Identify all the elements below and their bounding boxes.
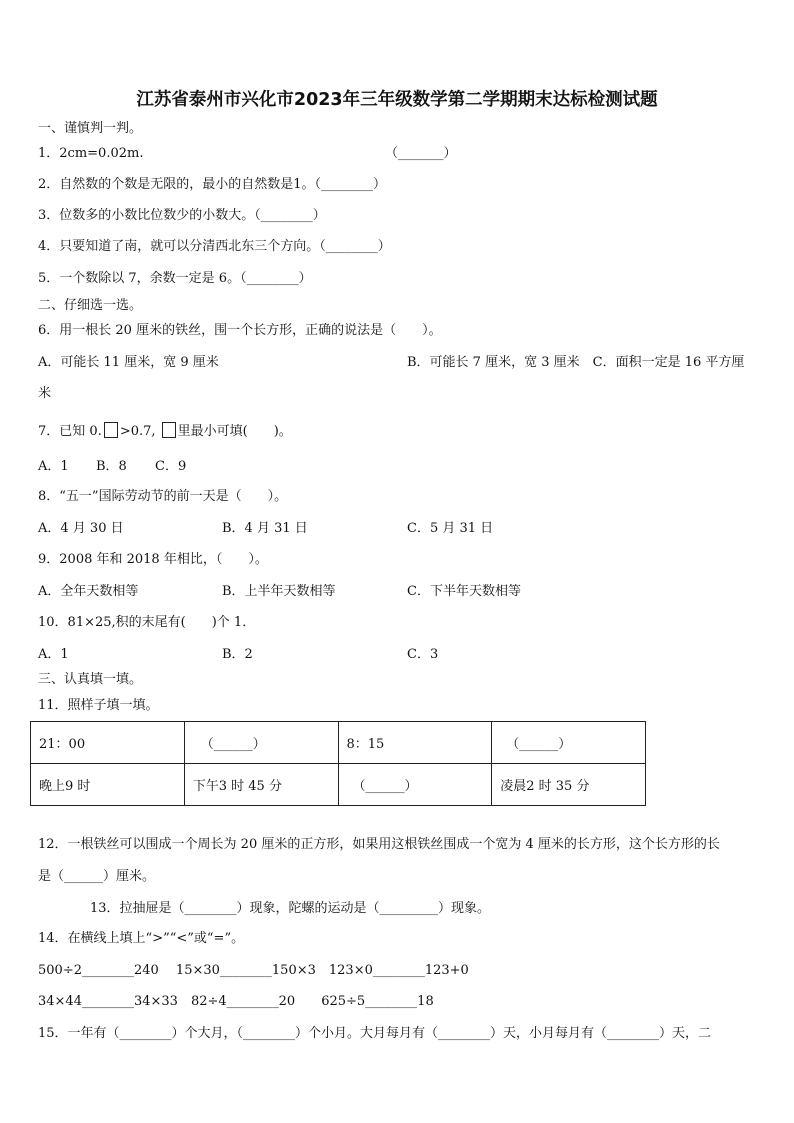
question-10: 10．81×25,积的末尾有( )个 1． xyxy=(38,615,256,630)
table-cell: （______） xyxy=(184,722,338,764)
question-5: 5．一个数除以 7，余数一定是 6。（________） xyxy=(38,271,312,286)
question-6: 6．用一根长 20 厘米的铁丝，围一个长方形，正确的说法是（ ）。 xyxy=(38,323,442,338)
question-2: 2．自然数的个数是无限的，最小的自然数是1。（________） xyxy=(38,177,387,192)
question-12-line-2: 是（______）厘米。 xyxy=(38,869,156,884)
question-8-option-c: C．5 月 31 日 xyxy=(407,521,494,536)
section-heading-3: 三、认真填一填。 xyxy=(38,672,143,687)
question-6-option-bc: B．可能长 7 厘米，宽 3 厘米 C．面积一定是 16 平方厘 xyxy=(407,355,745,370)
question-7 xyxy=(38,422,292,441)
question-1-blank: （_______） xyxy=(385,146,457,161)
page-title: 江苏省泰州市兴化市2023年三年级数学第二学期期末达标检测试题 xyxy=(136,90,658,110)
question-4: 4．只要知道了南，就可以分清西北东三个方向。（________） xyxy=(38,239,391,254)
question-10-option-c: C．3 xyxy=(407,647,439,662)
question-7-option-a: A．1 xyxy=(38,459,69,474)
section-heading-1: 一、谨慎判一判。 xyxy=(38,121,143,136)
table-cell: 8：15 xyxy=(338,722,492,764)
question-9-option-c: C．下半年天数相等 xyxy=(407,584,521,599)
question-10-option-b: B．2 xyxy=(222,647,253,662)
question-7-prefix: 7．已知 0. xyxy=(38,424,102,439)
question-7-suffix: 里最小可填( )。 xyxy=(177,424,292,439)
question-9: 9．2008 年和 2018 年相比，（ ）。 xyxy=(38,552,268,567)
section-heading-2: 二、仔细选一选。 xyxy=(38,298,143,313)
question-1: 1．2cm=0.02m. xyxy=(38,146,144,161)
question-6-continuation: 米 xyxy=(38,386,52,401)
question-3: 3．位数多的小数比位数少的小数大。（________） xyxy=(38,208,326,223)
blank-box xyxy=(162,422,176,438)
table-cell: 下午3 时 45 分 xyxy=(184,764,338,806)
table-cell: 凌晨2 时 35 分 xyxy=(492,764,646,806)
blank-box xyxy=(104,422,118,438)
question-15: 15．一年有（________）个大月，（________）个小月。大月每月有（________）天，小月每月有（________）天，二 xyxy=(38,1026,712,1041)
question-11: 11．照样子填一填。 xyxy=(38,698,159,713)
question-7-mid: >0.7, xyxy=(119,424,156,439)
table-row xyxy=(31,764,646,806)
question-7-option-b: B．8 xyxy=(96,459,127,474)
table-cell: 21：00 xyxy=(31,722,185,764)
question-9-option-b: B．上半年天数相等 xyxy=(222,584,336,599)
question-13: 13．拉抽屉是（________）现象，陀螺的运动是（_________）现象。 xyxy=(90,901,491,916)
table-cell: （______） xyxy=(492,722,646,764)
question-12-line-1: 12．一根铁丝可以围成一个周长为 20 厘米的正方形，如果用这根铁丝围成一个宽为 4 厘米的长方形，这个长方形的长 xyxy=(38,837,720,852)
question-7-option-c: C．9 xyxy=(155,459,187,474)
question-6-option-a: A．可能长 11 厘米，宽 9 厘米 xyxy=(38,355,219,370)
question-14-row-2: 34×44________34×33 82÷4________20 625÷5________18 xyxy=(38,994,434,1009)
question-8: 8．“五一”国际劳动节的前一天是（ ）。 xyxy=(38,489,288,504)
question-14-row-1: 500÷2________240 15×30________150×3 123×0________123+0 xyxy=(38,963,469,978)
table-cell: （______） xyxy=(338,764,492,806)
question-9-option-a: A．全年天数相等 xyxy=(38,584,139,599)
question-10-option-a: A．1 xyxy=(38,647,69,662)
time-conversion-table xyxy=(30,721,646,806)
table-row xyxy=(31,722,646,764)
question-8-option-a: A．4 月 30 日 xyxy=(38,521,124,536)
question-14: 14．在横线上填上“>”“<”或“=”。 xyxy=(38,931,245,946)
table-cell: 晚上9 时 xyxy=(31,764,185,806)
question-8-option-b: B．4 月 31 日 xyxy=(222,521,308,536)
